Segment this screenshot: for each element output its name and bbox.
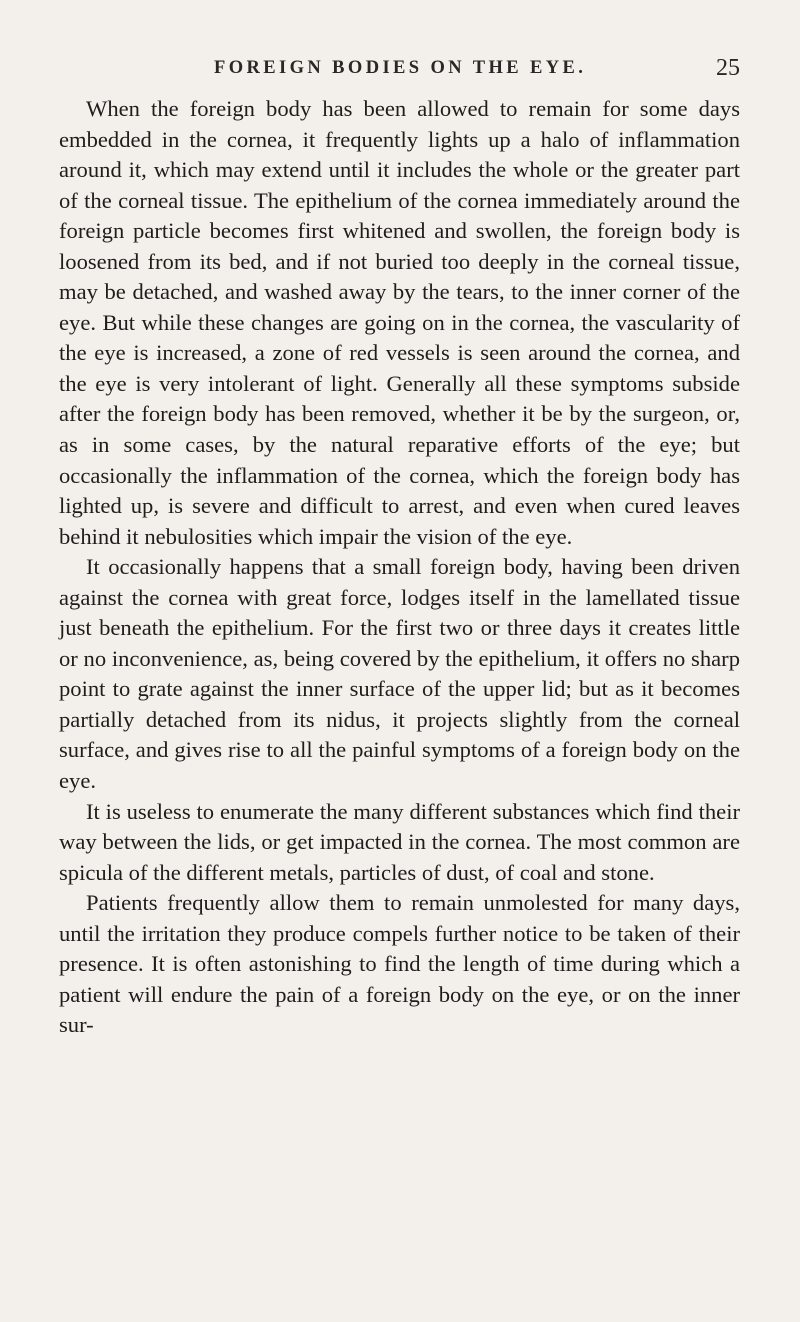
paragraph-2: It occasionally happens that a small foreign body, having been driven against the cornea with great force, lodges itself in the lamellated tissue just beneath the epithelium. For the first two or three days it creates little or no inconvenience, as, being covered by the epithelium, it offers no sharp point to grate against the inner surface of the upper lid; but as it becomes partially detached from its nidus, it projects slightly from the corneal surface, and gives rise to all the painful symptoms of a foreign body on the eye. xyxy=(59,554,740,794)
running-head: FOREIGN BODIES ON THE EYE. xyxy=(214,58,587,78)
paragraph-3: It is useless to enumerate the many different substances which find their way between the lids, or get impacted in the cornea. The most common are spicula of the different metals, particles of dust, of coal and stone. xyxy=(59,798,740,885)
paragraph-4: Patients frequently allow them to remain unmolested for many days, until the irritation they produce compels further notice to be taken of their presence. It is often astonishing to find the length of time during which a patient will endure the pain of a foreign body on the eye, or on the inner sur- xyxy=(59,890,740,1038)
page-header xyxy=(59,55,740,88)
body-text xyxy=(59,94,740,1041)
paragraph-1: When the foreign body has been allowed to remain for some days embedded in the cornea, it frequently lights up a halo of inflammation around it, which may extend until it includes the whole or the greater part of the corneal tissue. The epithelium of the cornea immediately around the foreign particle becomes first whitened and swollen, the foreign body is loosened from its bed, and if not buried too deeply in the corneal tissue, may be detached, and washed away by the tears, to the inner corner of the eye. But while these changes are going on in the cornea, the vascularity of the eye is increased, a zone of red vessels is seen around the cornea, and the eye is very intolerant of light. Generally all these symptoms subside after the foreign body has been removed, whether it be by the surgeon, or, as in some cases, by the natural reparative efforts of the eye; but occasionally the inflammation of the cornea, which the foreign body has lighted up, is severe and difficult to arrest, and even when cured leaves behind it nebulosities which impair the vision of the eye. xyxy=(59,96,740,549)
page-number: 25 xyxy=(716,55,740,81)
